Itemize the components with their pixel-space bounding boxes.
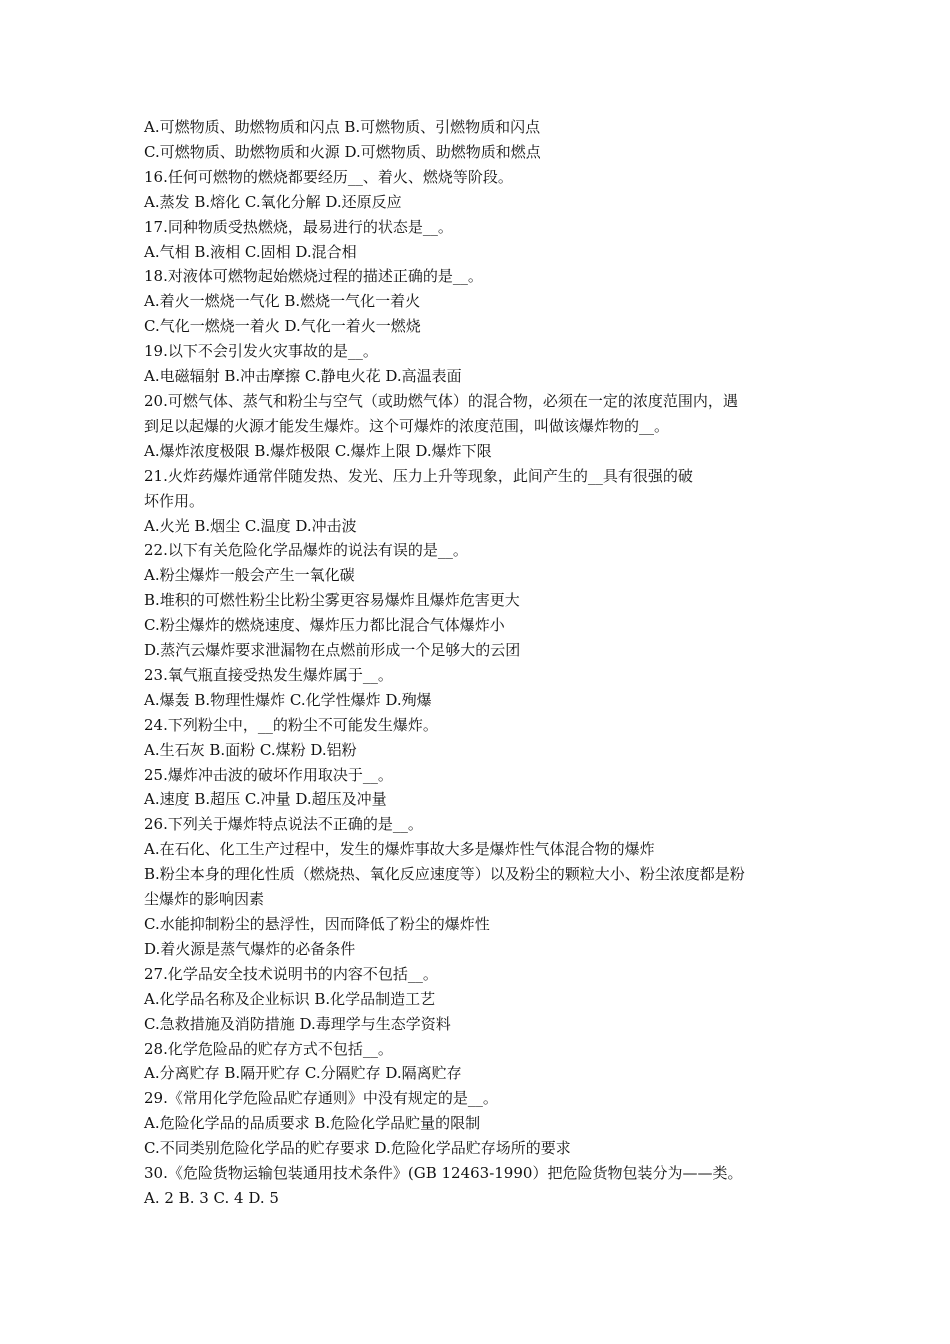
document-line: C.水能抑制粉尘的悬浮性，因而降低了粉尘的爆炸性: [144, 915, 490, 933]
document-page: [144, 115, 814, 1211]
document-line: 18.对液体可燃物起始燃烧过程的描述正确的是__。: [144, 267, 483, 286]
document-line: A.蒸发 B.熔化 C.氧化分解 D.还原反应: [144, 192, 402, 211]
document-line: D.蒸汽云爆炸要求泄漏物在点燃前形成一个足够大的云团: [144, 641, 521, 660]
document-line: A.爆轰 B.物理性爆炸 C.化学性爆炸 D.殉爆: [144, 690, 432, 709]
document-line: A.爆炸浓度极限 B.爆炸极限 C.爆炸上限 D.爆炸下限: [144, 441, 492, 460]
document-line: A. 2 B. 3 C. 4 D. 5: [144, 1188, 279, 1207]
document-line: 22.以下有关危险化学品爆炸的说法有误的是__。: [144, 541, 468, 560]
document-line: 16.任何可燃物的燃烧都要经历__、着火、燃烧等阶段。: [144, 167, 513, 186]
document-line: 27.化学品安全技术说明书的内容不包括__。: [144, 964, 438, 983]
document-line: 坏作用。: [144, 491, 205, 510]
document-line: B.堆积的可燃性粉尘比粉尘雾更容易爆炸且爆炸危害更大: [144, 591, 520, 610]
document-line: A.危险化学品的品质要求 B.危险化学品贮量的限制: [144, 1114, 481, 1133]
document-line: 26.下列关于爆炸特点说法不正确的是__。: [144, 815, 423, 834]
document-line: 17.同种物质受热燃烧，最易进行的状态是__。: [144, 217, 453, 236]
document-line: A.气相 B.液相 C.固相 D.混合相: [144, 242, 357, 261]
document-line: 28.化学危险品的贮存方式不包括__。: [144, 1039, 393, 1058]
document-line: A.分离贮存 B.隔开贮存 C.分隔贮存 D.隔离贮存: [144, 1064, 462, 1083]
document-line: A.生石灰 B.面粉 C.煤粉 D.铝粉: [144, 740, 357, 759]
document-line: 25.爆炸冲击波的破坏作用取决于__。: [144, 765, 393, 784]
document-line: A.可燃物质、助燃物质和闪点 B.可燃物质、引燃物质和闪点: [144, 118, 541, 136]
document-line: A.火光 B.烟尘 C.温度 D.冲击波: [144, 516, 357, 535]
document-line: C.气化一燃烧一着火 D.气化一着火一燃烧: [144, 317, 421, 336]
document-line: 到足以起爆的火源才能发生爆炸。这个可爆炸的浓度范围，叫做该爆炸物的__。: [144, 416, 670, 435]
document-line: 19.以下不会引发火灾事故的是__。: [144, 342, 378, 361]
document-line: A.速度 B.超压 C.冲量 D.超压及冲量: [144, 790, 387, 809]
document-line: D.着火源是蒸气爆炸的必备条件: [144, 939, 356, 958]
document-line: 21.火炸药爆炸通常伴随发热、发光、压力上升等现象，此间产生的__具有很强的破: [144, 466, 693, 485]
document-line: 20.可燃气体、蒸气和粉尘与空气（或助燃气体）的混合物，必须在一定的浓度范围内，遇: [144, 391, 738, 410]
document-line: B.粉尘本身的理化性质（燃烧热、氧化反应速度等）以及粉尘的颗粒大小、粉尘浓度都是粉: [144, 865, 745, 884]
document-line: A.粉尘爆炸一般会产生一氧化碳: [144, 566, 355, 585]
document-line: 29.《常用化学危险品贮存通则》中没有规定的是__。: [144, 1089, 498, 1108]
document-line: 23.氧气瓶直接受热发生爆炸属于__。: [144, 665, 393, 684]
document-line: 30.《危险货物运输包装通用技术条件》(GB 12463-1990）把危险货物包装分为——类。: [144, 1164, 743, 1183]
document-line: A.着火一燃烧一气化 B.燃烧一气化一着火: [144, 292, 421, 311]
document-line: A.在石化、化工生产过程中，发生的爆炸事故大多是爆炸性气体混合物的爆炸: [144, 840, 655, 859]
document-line: C.可燃物质、助燃物质和火源 D.可燃物质、助燃物质和燃点: [144, 142, 541, 161]
document-line: 尘爆炸的影响因素: [144, 890, 265, 909]
document-line: C.急救措施及消防措施 D.毒理学与生态学资料: [144, 1014, 451, 1033]
document-line: A.电磁辐射 B.冲击摩擦 C.静电火花 D.高温表面: [144, 367, 462, 386]
document-line: C.粉尘爆炸的燃烧速度、爆炸压力都比混合气体爆炸小: [144, 616, 505, 635]
document-line: A.化学品名称及企业标识 B.化学品制造工艺: [144, 989, 436, 1008]
document-line: C.不同类别危险化学品的贮存要求 D.危险化学品贮存场所的要求: [144, 1139, 571, 1158]
document-line: 24.下列粉尘中，__的粉尘不可能发生爆炸。: [144, 715, 438, 734]
